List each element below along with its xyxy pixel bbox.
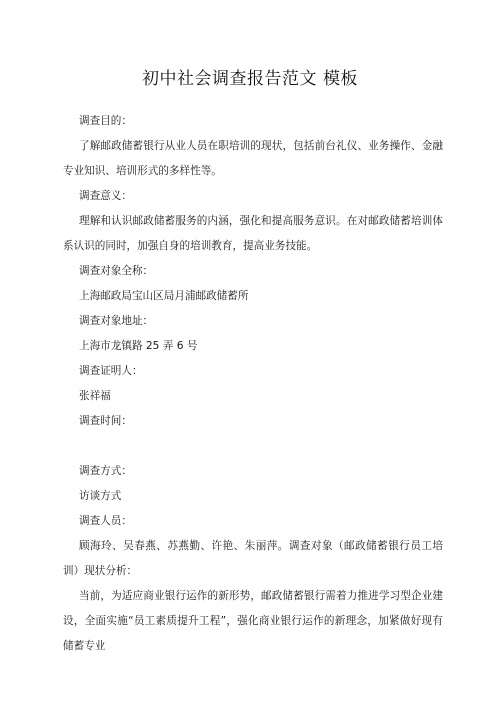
witness-label: 调查证明人： xyxy=(79,365,143,377)
purpose-label: 调查目的： xyxy=(79,115,132,127)
subject-address-text: 上海市龙镇路 25 弄 6 号 xyxy=(79,340,198,352)
staff-label: 调查人员： xyxy=(79,515,132,527)
method-text: 访谈方式 xyxy=(79,490,122,502)
significance-label: 调查意义： xyxy=(79,190,132,202)
witness-text: 张祥福 xyxy=(79,390,111,402)
subject-name-text: 上海邮政局宝山区局月浦邮政储蓄所 xyxy=(79,290,249,302)
staff-text: 顾海玲、吴春燕、苏燕勤、许艳、朱丽萍。调查对象（邮政储蓄银行员工培训）现状分析： xyxy=(63,540,443,577)
page-title: 初中社会调查报告范文 模板 xyxy=(142,69,358,89)
subject-address-label: 调查对象地址： xyxy=(79,315,154,327)
subject-name-label: 调查对象全称： xyxy=(79,265,154,277)
analysis-text: 当前，为适应商业银行运作的新形势，邮政储蓄银行需着力推进学习型企业建设，全面实施“员工素质提升工程”，强化商业银行运作的新理念，加紧做好现有储蓄专业 xyxy=(63,590,443,652)
time-label: 调查时间： xyxy=(79,415,132,427)
method-label: 调查方式： xyxy=(79,465,132,477)
purpose-text: 了解邮政储蓄银行从业人员在职培训的现状，包括前台礼仪、业务操作、金融专业知识、培训形式的多样性等。 xyxy=(63,140,443,177)
significance-text: 理解和认识邮政储蓄服务的内涵，强化和提高服务意识。在对邮政储蓄培训体系认识的同时，加强自身的培训教育，提高业务技能。 xyxy=(63,215,443,252)
